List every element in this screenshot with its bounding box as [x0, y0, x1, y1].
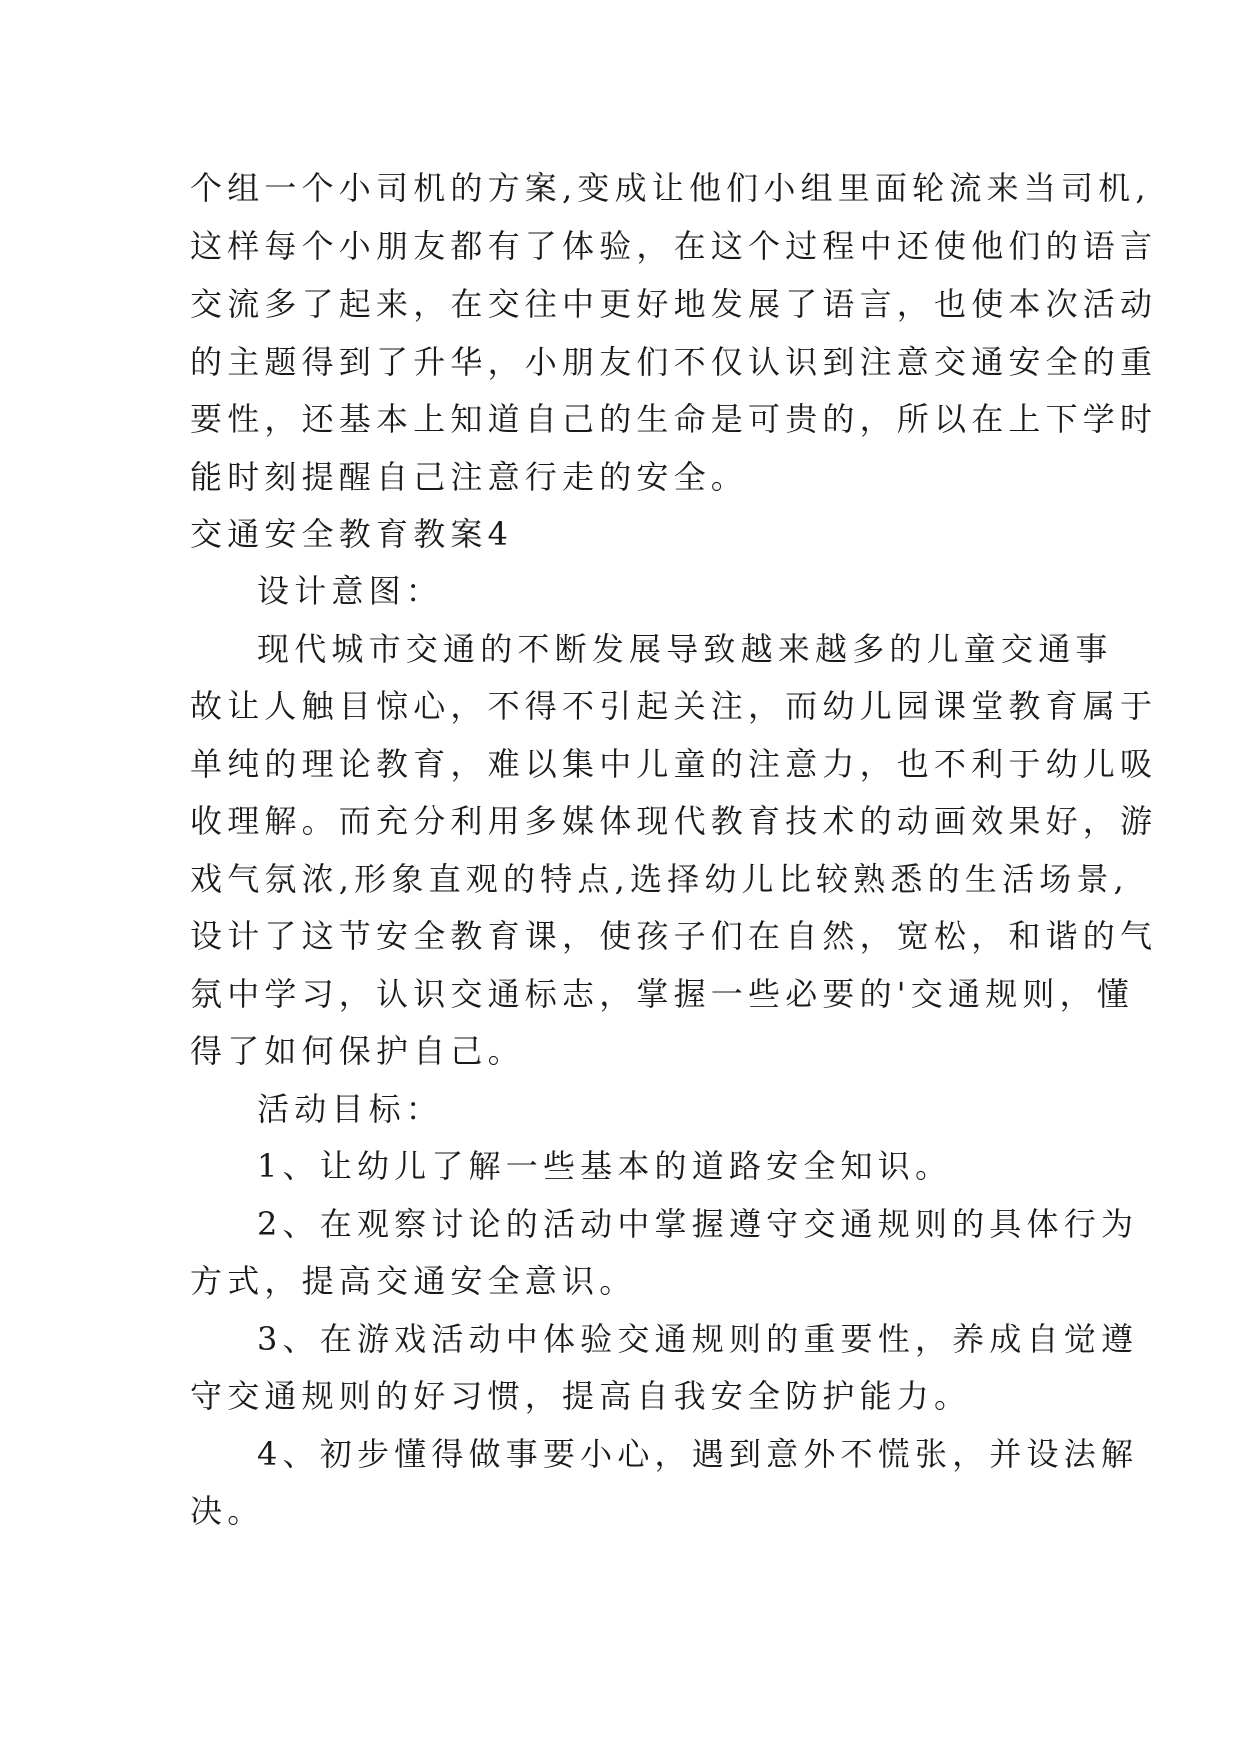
paragraph-line: 故让人触目惊心，不得不引起关注，而幼儿园课堂教育属于 [190, 687, 1158, 725]
paragraph-line: 要性，还基本上知道自己的生命是可贵的，所以在上下学时 [190, 400, 1158, 438]
paragraph-line: 收理解。而充分利用多媒体现代教育技术的动画效果好，游 [190, 802, 1158, 840]
paragraph-line: 方式，提高交通安全意识。 [190, 1262, 637, 1300]
goal-item: 2、在观察讨论的活动中掌握遵守交通规则的具体行为 [257, 1205, 1139, 1243]
paragraph-line: 这样每个小朋友都有了体验，在这个过程中还使他们的语言 [190, 227, 1158, 265]
paragraph-line: 交流多了起来，在交往中更好地发展了语言，也使本次活动 [190, 285, 1158, 323]
paragraph-line: 单纯的理论教育，难以集中儿童的注意力，也不利于幼儿吸 [190, 745, 1158, 783]
paragraph-line: 决。 [190, 1492, 265, 1530]
goal-item: 4、初步懂得做事要小心，遇到意外不慌张，并设法解 [257, 1435, 1139, 1473]
paragraph-line: 得了如何保护自己。 [190, 1032, 525, 1070]
goal-item: 3、在游戏活动中体验交通规则的重要性，养成自觉遵 [257, 1320, 1139, 1358]
subheading-activity-goals: 活动目标： [257, 1090, 444, 1128]
paragraph-line: 现代城市交通的不断发展导致越来越多的儿童交通事 [257, 630, 1113, 668]
paragraph-line: 守交通规则的好习惯，提高自我安全防护能力。 [190, 1377, 972, 1415]
section-heading: 交通安全教育教案4 [190, 515, 514, 553]
paragraph-line: 个组一个小司机的方案,变成让他们小组里面轮流来当司机, [190, 169, 1151, 207]
paragraph-line: 的主题得到了升华，小朋友们不仅认识到注意交通安全的重 [190, 343, 1158, 381]
paragraph-line: 氛中学习，认识交通标志，掌握一些必要的'交通规则，懂 [190, 975, 1134, 1013]
subheading-design-intent: 设计意图： [257, 572, 444, 610]
paragraph-line: 能时刻提醒自己注意行走的安全。 [190, 458, 749, 496]
goal-item: 1、让幼儿了解一些基本的道路安全知识。 [257, 1147, 953, 1185]
paragraph-line: 戏气氛浓,形象直观的特点,选择幼儿比较熟悉的生活场景, [190, 860, 1129, 898]
paragraph-line: 设计了这节安全教育课，使孩子们在自然，宽松，和谐的气 [190, 917, 1158, 955]
